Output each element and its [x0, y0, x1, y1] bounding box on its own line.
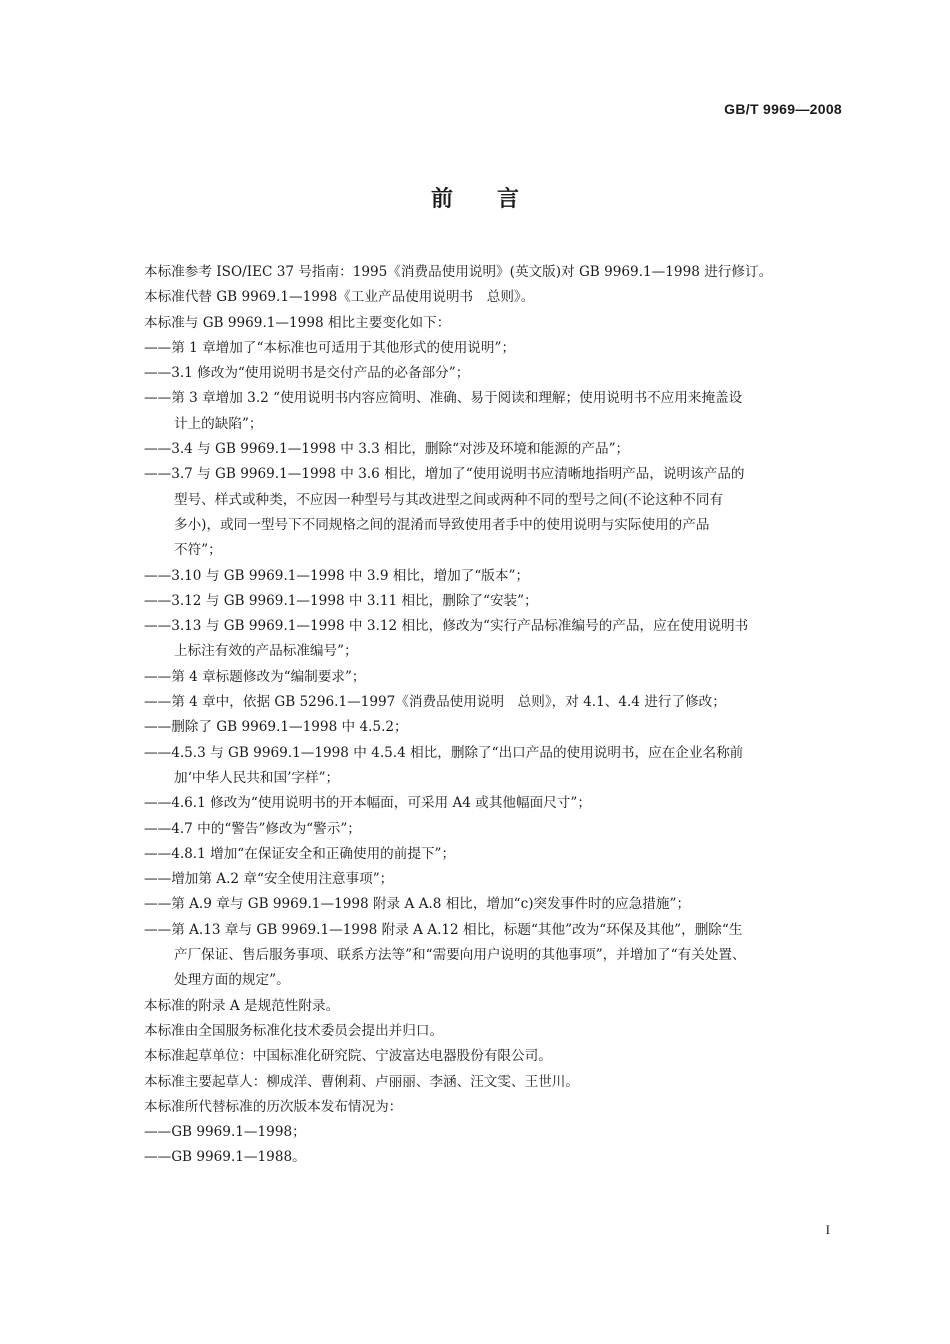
- paragraph-line-continuation: 型号、样式或种类，不应因一种型号与其改进型之间或两种不同的型号之间(不论这种不同有: [174, 491, 724, 508]
- paragraph-line: ——第 4 章中，依据 GB 5296.1—1997《消费品使用说明 总则》，对 4.1、4.4 进行了修改；: [144, 694, 726, 711]
- paragraph-line: ——3.4 与 GB 9969.1—1998 中 3.3 相比，删除“对涉及环境和能源的产品”；: [144, 441, 630, 458]
- paragraph-line: 本标准与 GB 9969.1—1998 相比主要变化如下：: [144, 314, 451, 331]
- paragraph-line: ——3.13 与 GB 9969.1—1998 中 3.12 相比，修改为“实行产品标准编号的产品，应在使用说明书: [144, 618, 749, 635]
- page-title: 前言: [430, 187, 563, 212]
- paragraph-line: 本标准主要起草人：柳成洋、曹俐莉、卢丽丽、李涵、汪文雯、王世川。: [144, 1073, 579, 1090]
- paragraph-line-continuation: 产厂保证、售后服务事项、联系方法等”和“需要向用户说明的其他事项”，并增加了“有关处置、: [174, 947, 746, 964]
- paragraph-line: ——GB 9969.1—1998；: [144, 1124, 306, 1141]
- document-body: [144, 260, 844, 1171]
- paragraph-line: ——3.10 与 GB 9969.1—1998 中 3.9 相比，增加了“版本”；: [144, 567, 530, 584]
- paragraph-line: ——3.1 修改为“使用说明书是交付产品的必备部分”；: [144, 365, 470, 382]
- paragraph-line: ——第 A.9 章与 GB 9969.1—1998 附录 A A.8 相比，增加“c)突发事件时的应急措施”；: [144, 896, 691, 913]
- standard-code: GB/T 9969—2008: [724, 101, 842, 117]
- paragraph-line: ——第 1 章增加了“本标准也可适用于其他形式的使用说明”；: [144, 339, 516, 356]
- paragraph-line: 本标准起草单位：中国标准化研究院、宁波富达电器股份有限公司。: [144, 1048, 552, 1065]
- paragraph-line-continuation: 加‘中华人民共和国’字样”；: [174, 769, 340, 786]
- paragraph-line: ——第 3 章增加 3.2 “使用说明书内容应简明、准确、易于阅读和理解；使用说明书不应用来掩盖设: [144, 390, 743, 407]
- paragraph-line: ——4.6.1 修改为“使用说明书的开本幅面，可采用 A4 或其他幅面尺寸”；: [144, 795, 591, 812]
- paragraph-line: ——4.8.1 增加“在保证安全和正确使用的前提下”；: [144, 845, 456, 862]
- paragraph-line: 本标准的附录 A 是规范性附录。: [144, 997, 340, 1014]
- paragraph-line-continuation: 不符”；: [174, 542, 222, 559]
- paragraph-line: ——第 A.13 章与 GB 9969.1—1998 附录 A A.12 相比，标题“其他”改为“环保及其他”，删除“生: [144, 921, 743, 938]
- page-number: I: [825, 1222, 830, 1237]
- paragraph-line: ——第 4 章标题修改为“编制要求”；: [144, 668, 366, 685]
- paragraph-line: 本标准由全国服务标准化技术委员会提出并归口。: [144, 1022, 444, 1039]
- paragraph-line: ——4.7 中的“警告”修改为“警示”；: [144, 820, 361, 837]
- paragraph-line-continuation: 多小)，或同一型号下不同规格之间的混淆而导致使用者手中的使用说明与实际使用的产品: [174, 516, 710, 533]
- paragraph-line: ——删除了 GB 9969.1—1998 中 4.5.2；: [144, 719, 408, 736]
- paragraph-line: ——3.7 与 GB 9969.1—1998 中 3.6 相比，增加了“使用说明书应清晰地指明产品，说明该产品的: [144, 466, 745, 483]
- paragraph-line: ——GB 9969.1—1988。: [144, 1149, 306, 1166]
- paragraph-line: ——4.5.3 与 GB 9969.1—1998 中 4.5.4 相比，删除了“出口产品的使用说明书，应在企业名称前: [144, 744, 744, 761]
- paragraph-line: ——增加第 A.2 章“安全使用注意事项”；: [144, 871, 394, 888]
- paragraph-line: 本标准代替 GB 9969.1—1998《工业产品使用说明书 总则》。: [144, 289, 535, 306]
- paragraph-line: 本标准参考 ISO/IEC 37 号指南：1995《消费品使用说明》(英文版)对 GB 9969.1—1998 进行修订。: [144, 264, 773, 280]
- paragraph-line: 本标准所代替标准的历次版本发布情况为：: [144, 1098, 403, 1115]
- paragraph-line-continuation: 上标注有效的产品标准编号”；: [174, 643, 358, 660]
- paragraph-line: ——3.12 与 GB 9969.1—1998 中 3.11 相比，删除了“安装”；: [144, 592, 538, 609]
- paragraph-line-continuation: 计上的缺陷”；: [174, 415, 263, 432]
- paragraph-line-continuation: 处理方面的规定”。: [174, 972, 290, 989]
